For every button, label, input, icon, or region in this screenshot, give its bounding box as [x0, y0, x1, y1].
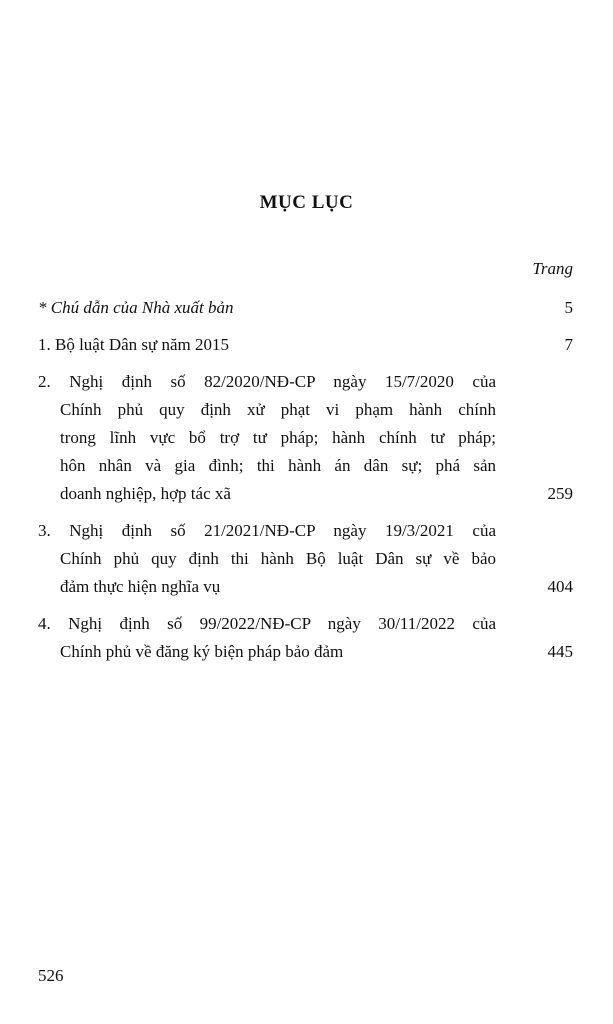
toc-entry-publisher-note [38, 294, 573, 322]
toc-entry-line: * Chú dẫn của Nhà xuất bản [38, 298, 234, 317]
toc-entry-3 [38, 517, 573, 601]
toc-entry-line: trong lĩnh vực bổ trợ tư pháp; hành chính tư pháp; [60, 428, 496, 447]
toc-entry-line: 4. Nghị định số 99/2022/NĐ-CP ngày 30/11/2022 của [38, 614, 496, 633]
toc-entry-page: 404 [547, 577, 573, 596]
toc-entry-page: 7 [564, 335, 573, 354]
toc-entry-line: Chính phủ quy định xử phạt vi phạm hành chính [60, 400, 496, 419]
toc-entry-line: đảm thực hiện nghĩa vụ [60, 577, 221, 596]
page-number: 526 [38, 966, 64, 985]
toc-entry-page: 5 [564, 298, 573, 317]
toc-entry-line: 3. Nghị định số 21/2021/NĐ-CP ngày 19/3/2021 của [38, 521, 496, 540]
toc-entry-2 [38, 368, 573, 508]
toc-entry-title [38, 610, 496, 666]
toc-entry-title [38, 517, 496, 601]
toc-entry-line: Chính phủ quy định thi hành Bộ luật Dân sự về bảo [60, 549, 496, 568]
page-column-label: Trang [532, 259, 573, 278]
toc-entry-title [38, 331, 496, 359]
toc-entry-line: hôn nhân và gia đình; thi hành án dân sự; phá sản [60, 456, 496, 475]
toc-entry-line: Chính phủ về đăng ký biện pháp bảo đảm [60, 642, 344, 661]
toc-entry-page: 445 [547, 642, 573, 661]
toc-entry-4 [38, 610, 573, 666]
toc-entry-1 [38, 331, 573, 359]
toc-entry-title [38, 294, 496, 322]
toc-entry-line: doanh nghiệp, hợp tác xã [60, 484, 231, 503]
table-of-contents [38, 294, 573, 666]
toc-entry-title [38, 368, 496, 508]
toc-entry-line: 2. Nghị định số 82/2020/NĐ-CP ngày 15/7/2020 của [38, 372, 496, 391]
toc-entry-line: 1. Bộ luật Dân sự năm 2015 [38, 335, 230, 354]
toc-entry-page: 259 [547, 484, 573, 503]
page-title: MỤC LỤC [259, 192, 354, 213]
